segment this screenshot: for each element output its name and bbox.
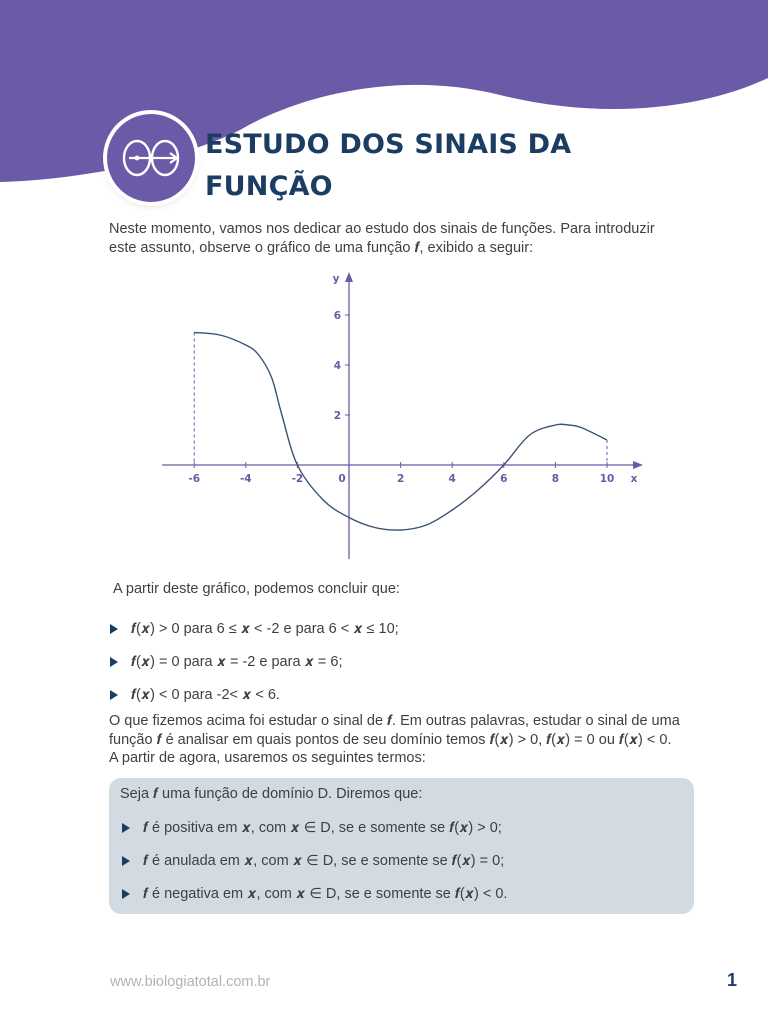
list-item-text: 𝒇 é positiva em 𝒙, com 𝒙 ∈ D, se e somente se 𝒇(𝒙) > 0; <box>143 819 502 836</box>
x-tick-label: -4 <box>239 473 252 485</box>
page-title-line-1: ESTUDO DOS SINAIS DA <box>205 129 572 160</box>
definition-list <box>122 811 507 910</box>
list-item-text: 𝒇(𝒙) = 0 para 𝒙 = -2 e para 𝒙 = 6; <box>131 653 343 670</box>
page-title-line-2: FUNÇÃO <box>205 171 333 202</box>
list-item-text: 𝒇(𝒙) > 0 para 6 ≤ 𝒙 < -2 e para 6 < 𝒙 ≤ 10; <box>131 620 399 637</box>
explanation-line-3: A partir de agora, usaremos os seguintes termos: <box>109 750 426 766</box>
x-tick-label: 8 <box>551 473 560 485</box>
explanation-paragraph <box>109 712 695 768</box>
x-axis-arrow-icon <box>633 461 643 469</box>
function-curve <box>194 333 607 531</box>
conclusion-intro: A partir deste gráfico, podemos concluir que: <box>113 581 400 597</box>
bullet-triangle-icon <box>122 823 130 833</box>
x-tick-label: 0 <box>338 473 346 485</box>
y-tick-label: 6 <box>333 310 341 322</box>
intro-line-2: este assunto, observe o gráfico de uma função 𝒇, exibido a seguir: <box>109 239 534 256</box>
bullet-triangle-icon <box>122 856 130 866</box>
list-item <box>110 645 399 678</box>
sign-study-icon <box>107 114 195 202</box>
list-item-text: 𝒇 é negativa em 𝒙, com 𝒙 ∈ D, se e somente se 𝒇(𝒙) < 0. <box>143 885 508 902</box>
list-item <box>110 612 399 645</box>
page-number: 1 <box>727 970 738 990</box>
list-item <box>122 811 507 844</box>
definition-box <box>109 778 694 914</box>
explanation-line-2: função 𝒇 é analisar em quais pontos de seu domínio temos 𝒇(𝒙) > 0, 𝒇(𝒙) = 0 ou 𝒇(𝒙) < 0. <box>109 731 672 748</box>
bullet-triangle-icon <box>110 657 118 667</box>
definition-intro: Seja 𝒇 uma função de domínio D. Diremos que: <box>120 786 423 802</box>
y-axis-label: y <box>332 273 340 285</box>
list-item-text: 𝒇(𝒙) < 0 para -2< 𝒙 < 6. <box>131 686 280 703</box>
conclusion-list <box>110 612 399 711</box>
x-tick-label: 10 <box>599 473 615 485</box>
x-tick-label: 4 <box>448 473 456 485</box>
list-item <box>110 678 399 711</box>
x-tick-label: -2 <box>291 473 304 485</box>
intro-paragraph <box>109 220 695 257</box>
list-item <box>122 844 507 877</box>
bullet-triangle-icon <box>110 690 118 700</box>
y-tick-label: 2 <box>333 410 341 422</box>
bullet-triangle-icon <box>122 889 130 899</box>
x-tick-label: -6 <box>188 473 201 485</box>
y-tick-label: 4 <box>333 360 341 372</box>
x-axis-label: x <box>630 473 638 485</box>
list-item <box>122 877 507 910</box>
page-title <box>205 124 571 208</box>
x-tick-label: 2 <box>396 473 405 485</box>
explanation-line-1: O que fizemos acima foi estudar o sinal de 𝒇. Em outras palavras, estudar o sinal de uma <box>109 713 680 729</box>
y-axis-arrow-icon <box>345 272 353 282</box>
x-tick-label: 6 <box>500 473 508 485</box>
list-item-text: 𝒇 é anulada em 𝒙, com 𝒙 ∈ D, se e somente se 𝒇(𝒙) = 0; <box>143 852 505 869</box>
footer-website-link[interactable]: www.biologiatotal.com.br <box>110 974 271 990</box>
intro-line-1: Neste momento, vamos nos dedicar ao estudo dos sinais de funções. Para introduzir <box>109 221 655 237</box>
bullet-triangle-icon <box>110 624 118 634</box>
function-graph <box>150 266 650 566</box>
